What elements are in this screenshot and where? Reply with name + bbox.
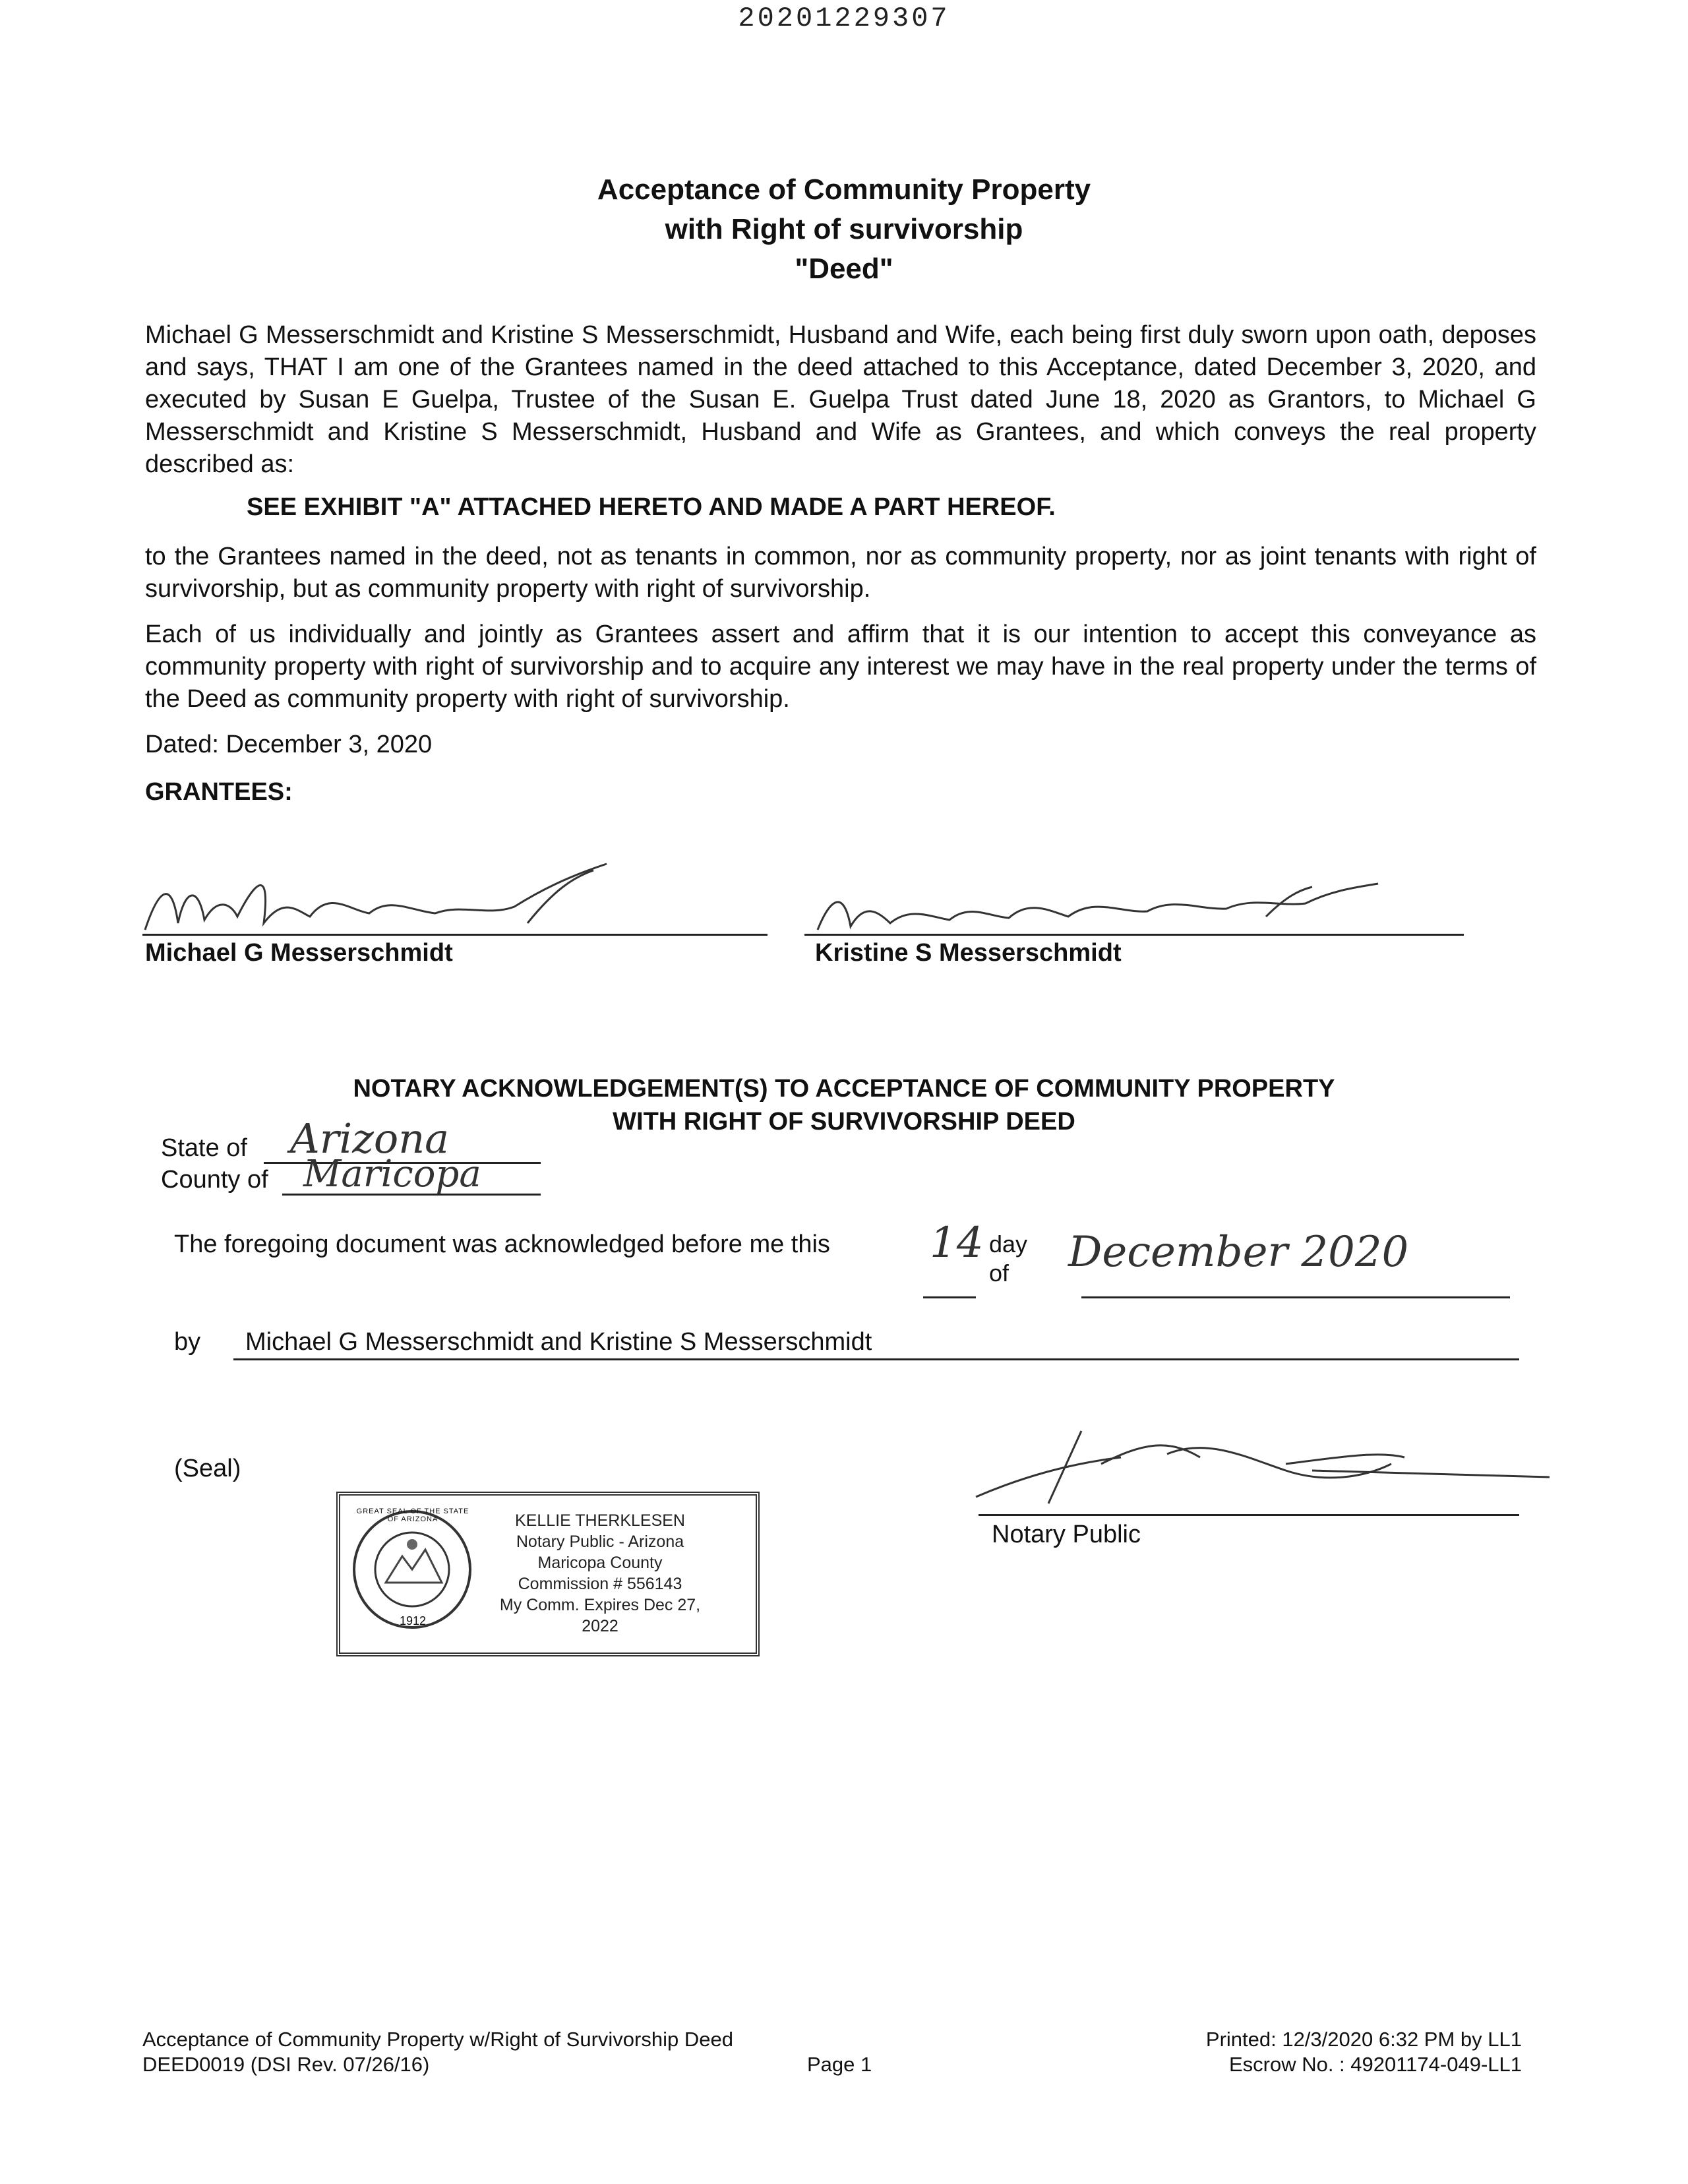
- notary-title-line-1: NOTARY ACKNOWLEDGEMENT(S) TO ACCEPTANCE OF COMMUNITY PROPERTY: [353, 1075, 1335, 1103]
- footer-form-title: Acceptance of Community Property w/Right of Survivorship Deed: [142, 2028, 733, 2051]
- paragraph-grantees-oath: Michael G Messerschmidt and Kristine S Messerschmidt, Husband and Wife, each being first duly sworn upon oath, deposes and says, THAT I am one of the Grantees named in the deed attached to this Acceptance, dated December 3, 2020, and executed by Susan E Guelpa, Trustee of the Susan E. Guelpa Trust dated June 18, 2020 as Grantors, to Michael G Messerschmidt and Kristine S Messerschmidt, Husband and Wife as Grantees, and which conveys the real property described as:: [145, 321, 1536, 478]
- notary-public-label: Notary Public: [992, 1521, 1141, 1548]
- notary-county: Maricopa County: [537, 1554, 663, 1572]
- exhibit-reference: SEE EXHIBIT "A" ATTACHED HERETO AND MADE A PART HEREOF.: [247, 493, 1056, 521]
- county-label: County of: [161, 1166, 268, 1194]
- document-title: [0, 170, 1688, 289]
- footer-printed: Printed: 12/3/2020 6:32 PM by LL1: [1205, 2028, 1522, 2051]
- month-year-line: [1081, 1296, 1510, 1298]
- footer-form-number: DEED0019 (DSI Rev. 07/26/16): [142, 2053, 430, 2076]
- grantees-label: GRANTEES:: [145, 778, 293, 806]
- notary-signature-icon: [969, 1418, 1563, 1517]
- by-line: [233, 1358, 1519, 1360]
- day-line: [923, 1296, 976, 1298]
- state-label: State of: [161, 1134, 247, 1162]
- month-year-value: December 2020: [1068, 1228, 1409, 1277]
- by-value: Michael G Messerschmidt and Kristine S Messerschmidt: [245, 1328, 872, 1356]
- title-line-3: "Deed": [795, 253, 893, 285]
- seal-emblem-text: GREAT SEAL OF THE STATE OF ARIZONA: [356, 1507, 469, 1523]
- seal-emblem-year: 1912: [399, 1614, 427, 1627]
- grantee2-name: Kristine S Messerschmidt: [815, 939, 1122, 967]
- notary-stamp-text: [481, 1510, 719, 1637]
- grantee1-signature-line: [142, 934, 768, 936]
- page-number: Page 1: [807, 2053, 872, 2076]
- acknowledged-text: The foregoing document was acknowledged before me this: [174, 1230, 830, 1258]
- county-line: [282, 1194, 541, 1196]
- of-label: of: [989, 1259, 1010, 1287]
- notary-expiration: My Comm. Expires Dec 27, 2022: [499, 1596, 701, 1635]
- notary-title-line-2: WITH RIGHT OF SURVIVORSHIP DEED: [613, 1108, 1075, 1136]
- footer-left: [142, 2027, 733, 2077]
- paragraph-affirmation: Each of us individually and jointly as Grantees assert and affirm that it is our intention to accept this conveyance as community property with right of survivorship and to acquire any interest we may have in the real property under the terms of the Deed as community property with right of survivorship.: [145, 621, 1536, 713]
- day-label: day: [989, 1230, 1028, 1258]
- notary-title-line: Notary Public - Arizona: [516, 1532, 684, 1551]
- notary-name: KELLIE THERKLESEN: [515, 1511, 685, 1530]
- grantee2-signature-line: [804, 934, 1464, 936]
- grantee1-signature-icon: [132, 851, 633, 943]
- title-line-1: Acceptance of Community Property: [597, 173, 1091, 206]
- notary-title: [0, 1072, 1688, 1138]
- footer-escrow: Escrow No. : 49201174-049-LL1: [1228, 2053, 1522, 2076]
- seal-label: (Seal): [174, 1455, 241, 1482]
- recording-number: 20201229307: [738, 3, 950, 34]
- county-value: Maricopa: [303, 1153, 481, 1196]
- by-label: by: [174, 1328, 201, 1356]
- notary-signature-line: [979, 1514, 1519, 1516]
- day-value: 14: [930, 1219, 984, 1267]
- notary-commission: Commission # 556143: [518, 1575, 682, 1593]
- grantee2-signature-icon: [804, 870, 1385, 943]
- paragraph-tenancy: to the Grantees named in the deed, not as tenants in common, nor as community property, nor as joint tenants with right of survivorship, but as community property with right of survivorship.: [145, 543, 1536, 603]
- title-line-2: with Right of survivorship: [665, 213, 1023, 245]
- footer-right: [1206, 2027, 1522, 2077]
- dated-line: Dated: December 3, 2020: [145, 731, 433, 758]
- state-value: Arizona: [290, 1114, 450, 1163]
- grantee1-name: Michael G Messerschmidt: [145, 939, 453, 967]
